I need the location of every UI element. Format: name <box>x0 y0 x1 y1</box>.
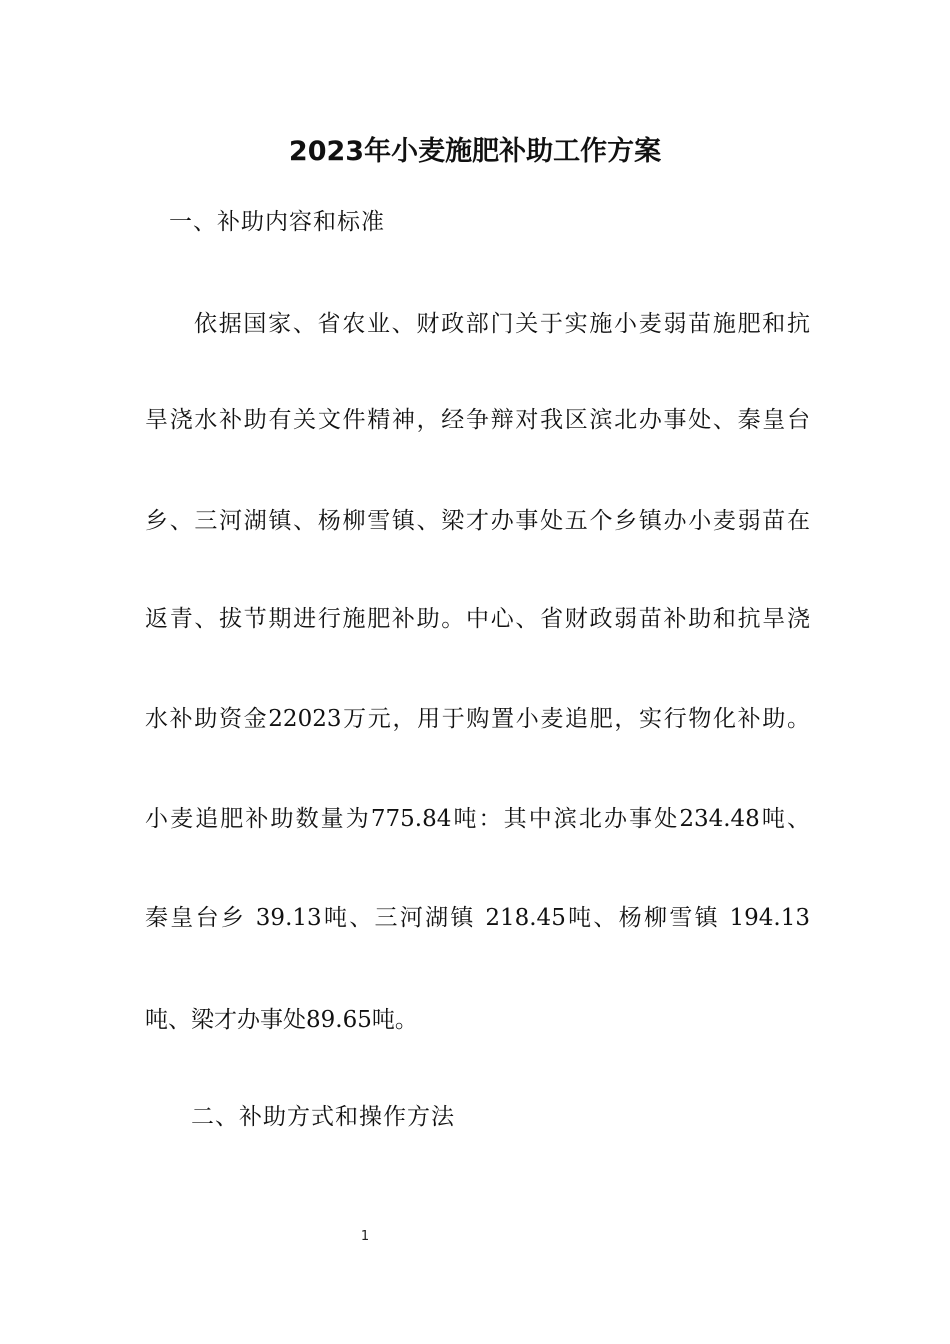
section-heading-1: 一、补助内容和标准 <box>169 209 385 235</box>
document-title: 2023年小麦施肥补助工作方案 <box>288 136 662 167</box>
page-number: 1 <box>360 1229 370 1244</box>
paragraph-line: 返青、拔节期进行施肥补助。中心、省财政弱苗补助和抗旱浇 <box>145 606 810 632</box>
paragraph-line: 吨、梁才办事处89.65吨。 <box>145 1007 418 1033</box>
paragraph-line: 依据国家、省农业、财政部门关于实施小麦弱苗施肥和抗 <box>194 311 810 337</box>
paragraph-line: 秦皇台乡 39.13吨、三河湖镇 218.45吨、杨柳雪镇 194.13 <box>145 905 810 931</box>
section-heading-2: 二、补助方式和操作方法 <box>191 1104 455 1130</box>
paragraph-line: 水补助资金22023万元，用于购置小麦追肥，实行物化补助。 <box>145 706 810 732</box>
paragraph-line: 乡、三河湖镇、杨柳雪镇、梁才办事处五个乡镇办小麦弱苗在 <box>145 508 810 534</box>
paragraph-line: 旱浇水补助有关文件精神，经争辩对我区滨北办事处、秦皇台 <box>145 407 810 433</box>
paragraph-line: 小麦追肥补助数量为775.84吨：其中滨北办事处234.48吨、 <box>145 806 810 832</box>
